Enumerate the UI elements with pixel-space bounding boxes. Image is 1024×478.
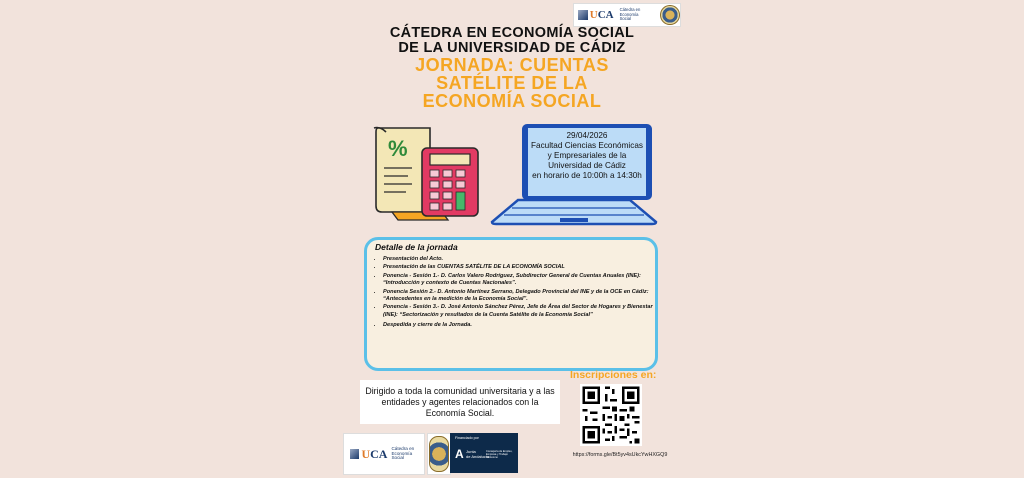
catedra-title: CÁTEDRA EN ECONOMÍA SOCIAL DE LA UNIVERSIDAD DE CÁDIZ [389,25,635,56]
audience-note: Dirigido a toda la comunidad universitaria y a las entidades y agentes relacionados con la Economía Social. [360,380,560,424]
uca-logo-mark [578,10,588,20]
inscripciones-label: Inscripciones en: [570,369,657,381]
calculator-illustration [372,124,490,224]
list-item: • Ponencia - Sesión 1.- D. Carlos Valero Rodríguez, Subdirector General de Cuentas Anuales (INE): “Introducción y contexto de Cuentas Nacionales”. [383,273,661,288]
university-seal-icon [660,5,680,25]
details-box [364,237,658,371]
details-list [373,256,661,331]
list-item: • Despedida y cierre de la Jornada. [383,322,661,329]
percent-icon: % [388,136,408,161]
list-item: • Ponencia Sesión 2.- D. Antonio Martínez Serrano, Delegado Provincial del INE y de la OCE en Cádiz: “Antecedentes en la medición de la Economía Social”. [383,289,661,304]
list-item: • Ponencia - Sesión 3.- D. José Antonio Sánchez Pérez, Jefe de Área del Sector de Hogares y Bienestar (INE): “Sectorización y resultados de la Cuenta Satélite de la Economía Social” [383,304,661,319]
catedra-label: Cátedra en Economía Social [619,7,641,22]
event-place-line3: Universidad de Cádiz [548,161,626,170]
university-seal-icon [429,436,449,472]
consejeria-label: Consejería de Empleo, Empresa y Trabajo Autónomo [486,450,513,459]
laptop-keyboard-icon [490,198,658,226]
junta-a-icon: A [455,447,464,461]
junta-name: Junta de Andalucía [466,449,490,459]
event-date: 29/04/2026 [566,131,608,140]
calculator-icon [422,148,478,216]
list-item: • Presentación del Acto. [383,256,661,263]
financiado-label: Financiado por [455,436,479,440]
event-info [528,128,646,196]
event-time: en horario de 10:00h a 14:30h [532,171,642,180]
header-logo [573,3,681,27]
list-item: • Presentación de las CUENTAS SATÉLITE DE LA ECONOMÍA SOCIAL [383,264,661,271]
footer-seal-box [427,433,451,475]
footer-uca-logo [343,433,425,475]
registration-url[interactable]: https://forms.gle/Bt5yv4sUkcYwHXGQ9 [572,452,668,458]
details-title: Detalle de la jornada [375,242,458,252]
laptop-screen [522,124,652,200]
jornada-title: JORNADA: CUENTAS SATÉLITE DE LA ECONOMÍA SOCIAL [415,55,609,111]
event-place-line1: Facultad Ciencias Económicas [531,141,643,150]
uca-logo: UCA [361,446,388,461]
catedra-label: Cátedra en Economía Social [391,445,415,461]
event-place-line2: y Empresariales de la [547,151,627,160]
junta-andalucia-logo [450,433,518,473]
uca-logo-mark [350,449,359,459]
uca-logo: UCA [589,9,614,21]
qr-code-icon[interactable] [580,384,642,446]
